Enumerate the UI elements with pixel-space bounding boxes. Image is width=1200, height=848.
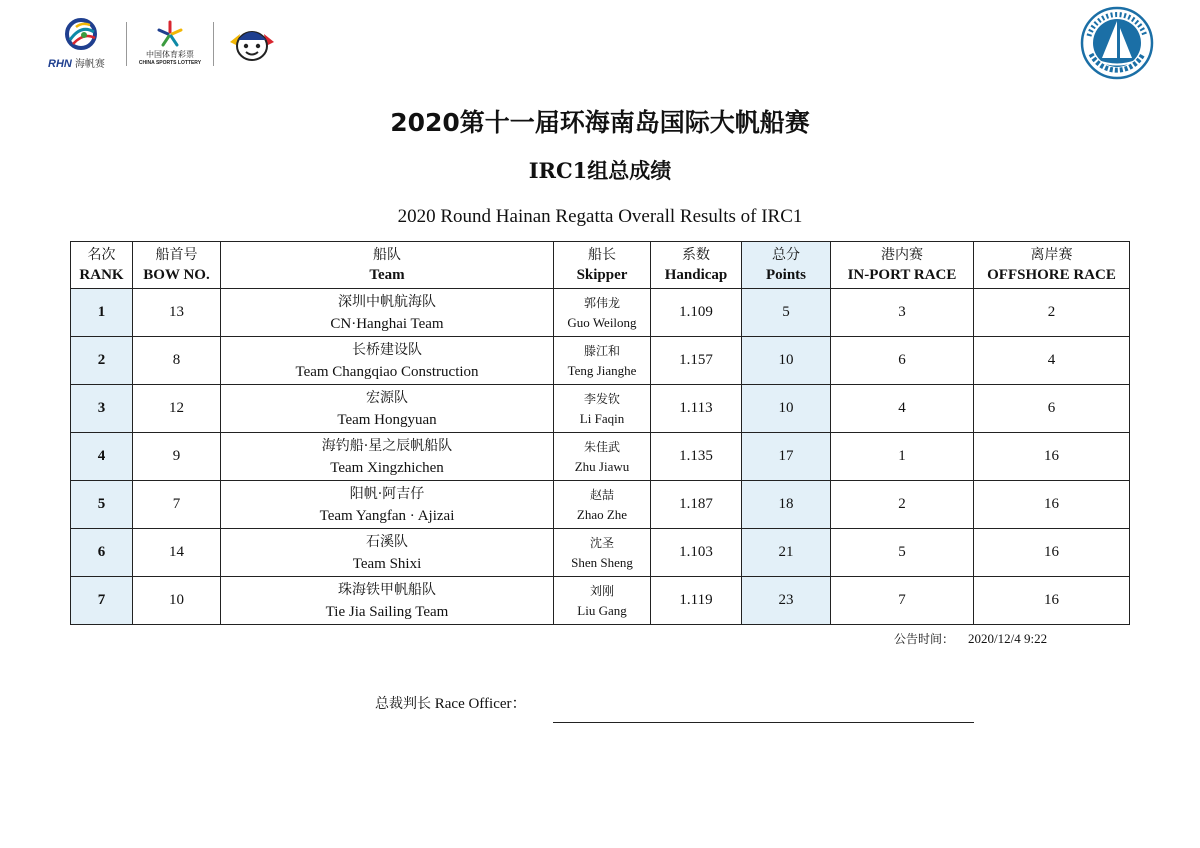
skipper-cell: 沈圣 Shen Sheng [554, 529, 651, 577]
table-header-row [71, 242, 1130, 289]
results-table [70, 241, 1130, 625]
offshore-cell: 2 [974, 289, 1130, 337]
points-cell: 18 [742, 481, 831, 529]
bow-cell: 14 [133, 529, 221, 577]
table-row [71, 577, 1130, 625]
handicap-cell: 1.109 [651, 289, 742, 337]
notice-value: 2020/12/4 9:22 [968, 631, 1048, 646]
rank-cell: 2 [71, 337, 133, 385]
col-bow: 船首号 BOW NO. [133, 242, 221, 289]
skipper-cell: 滕江和 Teng Jianghe [554, 337, 651, 385]
team-cell: 深圳中帆航海队 CN·Hanghai Team [221, 289, 554, 337]
inport-cell: 1 [831, 433, 974, 481]
notice-label: 公告时间： [894, 632, 955, 646]
table-row [71, 385, 1130, 433]
team-cell: 海钓船·星之辰帆船队 Team Xingzhichen [221, 433, 554, 481]
points-cell: 23 [742, 577, 831, 625]
handicap-cell: 1.103 [651, 529, 742, 577]
offshore-cell: 16 [974, 433, 1130, 481]
rhn-wordmark [48, 55, 105, 70]
table-row [71, 289, 1130, 337]
bow-cell: 10 [133, 577, 221, 625]
rank-cell: 7 [71, 577, 133, 625]
points-cell: 10 [742, 385, 831, 433]
team-cell: 石溪队 Team Shixi [221, 529, 554, 577]
inport-cell: 2 [831, 481, 974, 529]
bow-cell: 12 [133, 385, 221, 433]
handicap-cell: 1.113 [651, 385, 742, 433]
col-points: 总分 Points [742, 242, 831, 289]
rhn-logo [46, 18, 118, 70]
col-team: 船队 Team [221, 242, 554, 289]
table-row [71, 481, 1130, 529]
notice-time [894, 630, 1047, 647]
rank-cell: 4 [71, 433, 133, 481]
page-title-cn: 2020第十一届环海南岛国际大帆船赛 [390, 108, 810, 137]
offshore-cell: 6 [974, 385, 1130, 433]
col-skipper: 船长 Skipper [554, 242, 651, 289]
handicap-cell: 1.187 [651, 481, 742, 529]
handicap-cell: 1.135 [651, 433, 742, 481]
team-cell: 珠海铁甲帆船队 Tie Jia Sailing Team [221, 577, 554, 625]
handicap-cell: 1.157 [651, 337, 742, 385]
race-officer-cn: 总裁判长 [375, 696, 431, 712]
china-sports-lottery-logo [135, 18, 205, 70]
logo-divider [126, 22, 127, 66]
skipper-cell: 赵喆 Zhao Zhe [554, 481, 651, 529]
page-title-en: 2020 Round Hainan Regatta Overall Results of IRC1 [397, 206, 803, 227]
chinese-yachting-association-seal-icon [1080, 6, 1154, 80]
lottery-en-label: CHINA SPORTS LOTTERY [138, 60, 202, 66]
inport-cell: 4 [831, 385, 974, 433]
race-officer-label [375, 692, 527, 713]
skipper-cell: 朱佳武 Zhu Jiawu [554, 433, 651, 481]
bow-cell: 13 [133, 289, 221, 337]
rank-cell: 3 [71, 385, 133, 433]
handicap-cell: 1.119 [651, 577, 742, 625]
points-cell: 10 [742, 337, 831, 385]
rhn-label: RHN [48, 58, 72, 70]
inport-cell: 6 [831, 337, 974, 385]
bow-cell: 9 [133, 433, 221, 481]
col-rank: 名次 RANK [71, 242, 133, 289]
inport-cell: 3 [831, 289, 974, 337]
col-offshore: 离岸赛 OFFSHORE RACE [974, 242, 1130, 289]
points-cell: 21 [742, 529, 831, 577]
table-row [71, 433, 1130, 481]
team-cell: 宏源队 Team Hongyuan [221, 385, 554, 433]
mascot-icon [226, 22, 278, 66]
lottery-star-icon [156, 20, 184, 48]
rank-cell: 5 [71, 481, 133, 529]
bow-cell: 8 [133, 337, 221, 385]
race-officer-en: Race Officer： [434, 696, 527, 712]
col-handicap: 系数 Handicap [651, 242, 742, 289]
rank-cell: 6 [71, 529, 133, 577]
offshore-cell: 16 [974, 529, 1130, 577]
points-cell: 17 [742, 433, 831, 481]
header-logos [46, 18, 278, 70]
col-inport: 港内赛 IN-PORT RACE [831, 242, 974, 289]
signature-line [553, 722, 974, 723]
skipper-cell: 郭伟龙 Guo Weilong [554, 289, 651, 337]
offshore-cell: 16 [974, 481, 1130, 529]
team-cell: 阳帆·阿吉仔 Team Yangfan · Ajizai [221, 481, 554, 529]
skipper-cell: 刘刚 Liu Gang [554, 577, 651, 625]
team-cell: 长桥建设队 Team Changqiao Construction [221, 337, 554, 385]
inport-cell: 7 [831, 577, 974, 625]
logo-divider-2 [213, 22, 214, 66]
rank-cell: 1 [71, 289, 133, 337]
skipper-cell: 李发钦 Li Faqin [554, 385, 651, 433]
page-subtitle-cn: IRC1组总成绩 [528, 158, 672, 183]
lottery-cn-label: 中国体育彩票 [146, 50, 194, 59]
table-row [71, 337, 1130, 385]
table-row [71, 529, 1130, 577]
offshore-cell: 4 [974, 337, 1130, 385]
points-cell: 5 [742, 289, 831, 337]
rhn-swirl-icon [64, 18, 98, 54]
rhn-cn-label: 海帆赛 [74, 59, 105, 70]
inport-cell: 5 [831, 529, 974, 577]
bow-cell: 7 [133, 481, 221, 529]
offshore-cell: 16 [974, 577, 1130, 625]
